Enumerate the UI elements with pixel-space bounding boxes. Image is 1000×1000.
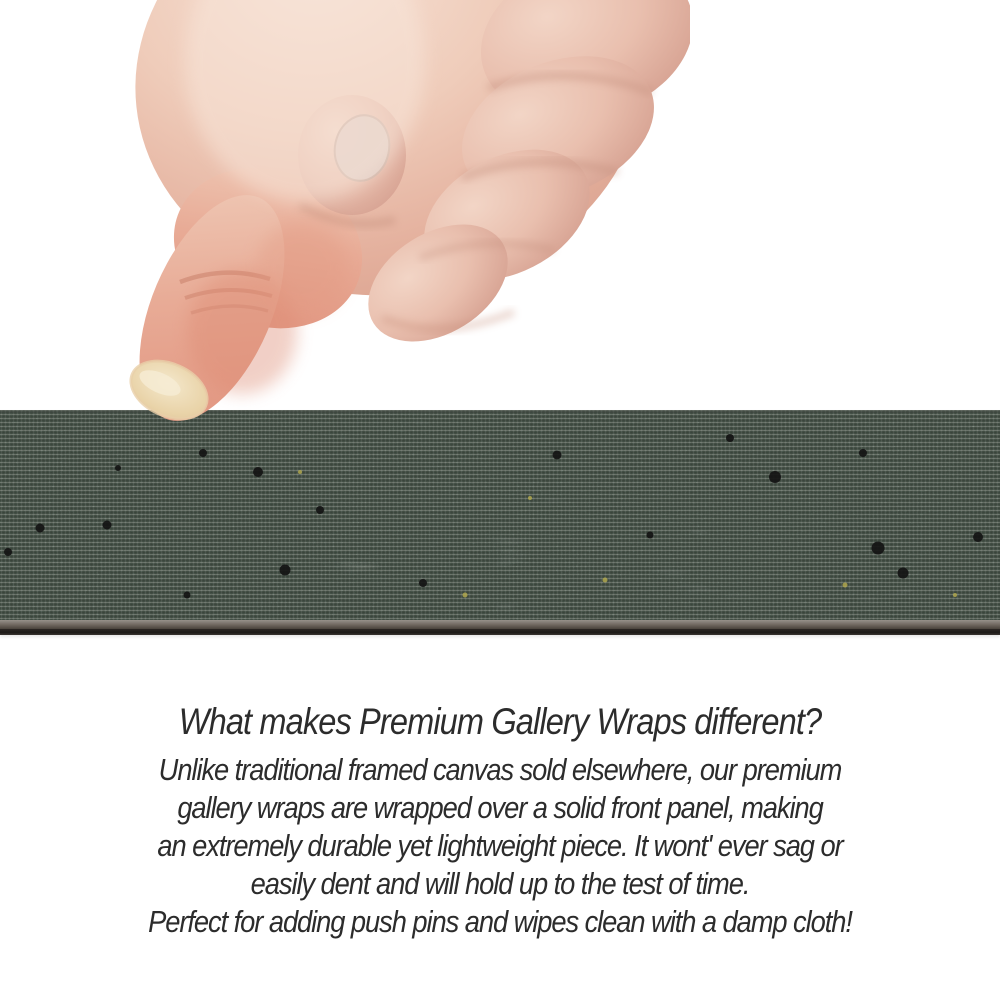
caption-block <box>60 700 940 941</box>
canvas-panel-edge-shadow <box>0 629 1000 635</box>
caption-line-3: an extremely durable yet lightweight piece. It wont' ever sag or <box>157 828 843 863</box>
caption-line-4: easily dent and will hold up to the test of time. <box>250 866 750 901</box>
hand-shape <box>110 0 690 440</box>
canvas-wrap-strip <box>0 410 1000 635</box>
canvas-panel-edge <box>0 620 1000 629</box>
caption-line-5: Perfect for adding push pins and wipes clean with a damp cloth! <box>148 904 852 939</box>
caption-line-2: gallery wraps are wrapped over a solid front panel, making <box>177 790 823 825</box>
caption-line-1: Unlike traditional framed canvas sold elsewhere, our premium <box>158 752 842 787</box>
caption-heading: What makes Premium Gallery Wraps different? <box>178 701 822 742</box>
hand-photo <box>90 0 690 440</box>
canvas-texture <box>0 410 1000 620</box>
